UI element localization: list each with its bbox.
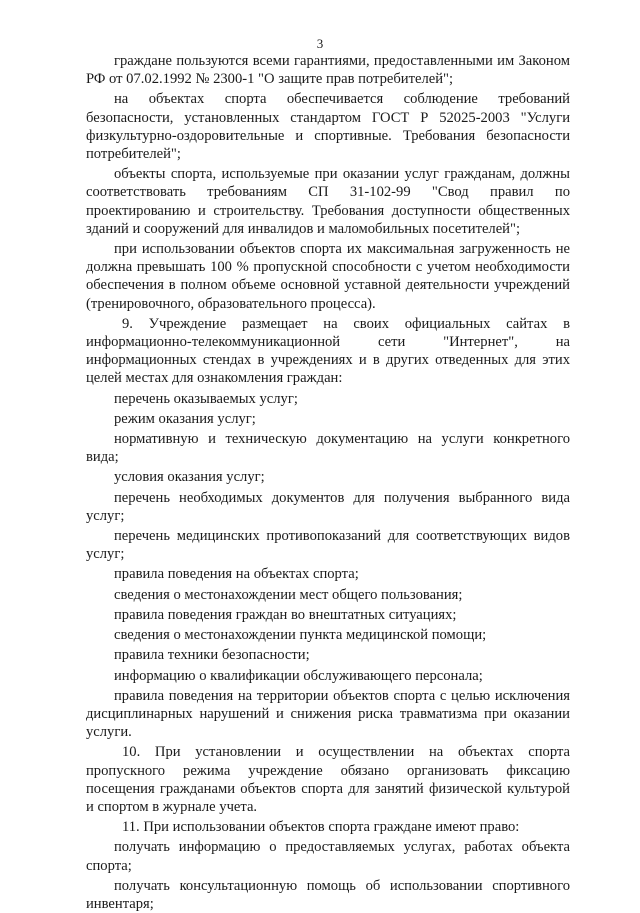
document-paragraph: получать консультационную помощь об использовании спортивного инвентаря; <box>86 877 570 912</box>
document-paragraph: 10. При установлении и осуществлении на объектах спорта пропускного режима учреждение обязано организовать фиксацию посещения гражданами объектов спорта для занятий физической культурой и спортом в журнале учета. <box>86 744 570 815</box>
document-paragraph: сведения о местонахождении пункта медицинской помощи; <box>114 627 487 644</box>
document-paragraph: правила техники безопасности; <box>114 647 310 664</box>
document-paragraph: граждане пользуются всеми гарантиями, предоставленными им Законом РФ от 07.02.1992 № 2300-1 "О защите прав потребителей"; <box>86 53 570 88</box>
document-paragraph: объекты спорта, используемые при оказании услуг гражданам, должны соответствовать требованиям СП 31-102-99 "Свод правил по проектированию и строительству. Требования доступности общественных зданий и сооружений для инвалидов и маломобильных посетителей"; <box>86 166 570 237</box>
document-paragraph: нормативную и техническую документацию на услуги конкретного вида; <box>86 431 570 466</box>
document-paragraph: условия оказания услуг; <box>114 469 265 486</box>
document-paragraph: правила поведения на объектах спорта; <box>114 566 359 583</box>
document-body <box>86 52 570 913</box>
document-paragraph: правила поведения граждан во внештатных ситуациях; <box>114 606 457 623</box>
page-number: 3 <box>316 36 324 51</box>
document-paragraph: получать информацию о предоставляемых услугах, работах объекта спорта; <box>86 839 570 874</box>
document-paragraph: информацию о квалификации обслуживающего персонала; <box>114 667 483 684</box>
document-paragraph: режим оказания услуг; <box>114 410 256 427</box>
document-paragraph: при использовании объектов спорта их максимальная загруженность не должна превышать 100 % пропускной способности с учетом необходимости обеспечения в полном объеме основной уставной деятельности учреждений (тренировочного, образовательного процесса). <box>86 241 570 312</box>
document-paragraph: 11. При использовании объектов спорта граждане имеют право: <box>122 819 520 836</box>
document-paragraph: на объектах спорта обеспечивается соблюдение требований безопасности, установленных стандартом ГОСТ Р 52025-2003 "Услуги физкультурно-оздоровительные и спортивные. Требования безопасности потребителей"; <box>86 91 570 163</box>
document-paragraph: перечень необходимых документов для получения выбранного вида услуг; <box>86 489 570 524</box>
document-paragraph: 9. Учреждение размещает на своих официальных сайтах в информационно-телекоммуникационной сети "Интернет", на информационных стендах в учреждениях и в других отведенных для этих целей местах для ознакомления граждан: <box>86 315 570 387</box>
document-paragraph: сведения о местонахождении мест общего пользования; <box>114 586 463 603</box>
document-paragraph: перечень оказываемых услуг; <box>114 390 298 407</box>
document-paragraph: правила поведения на территории объектов спорта с целью исключения дисциплинарных нарушений и снижения риска травматизма при оказании услуги. <box>86 687 570 741</box>
document-paragraph: перечень медицинских противопоказаний для соответствующих видов услуг; <box>86 528 570 563</box>
